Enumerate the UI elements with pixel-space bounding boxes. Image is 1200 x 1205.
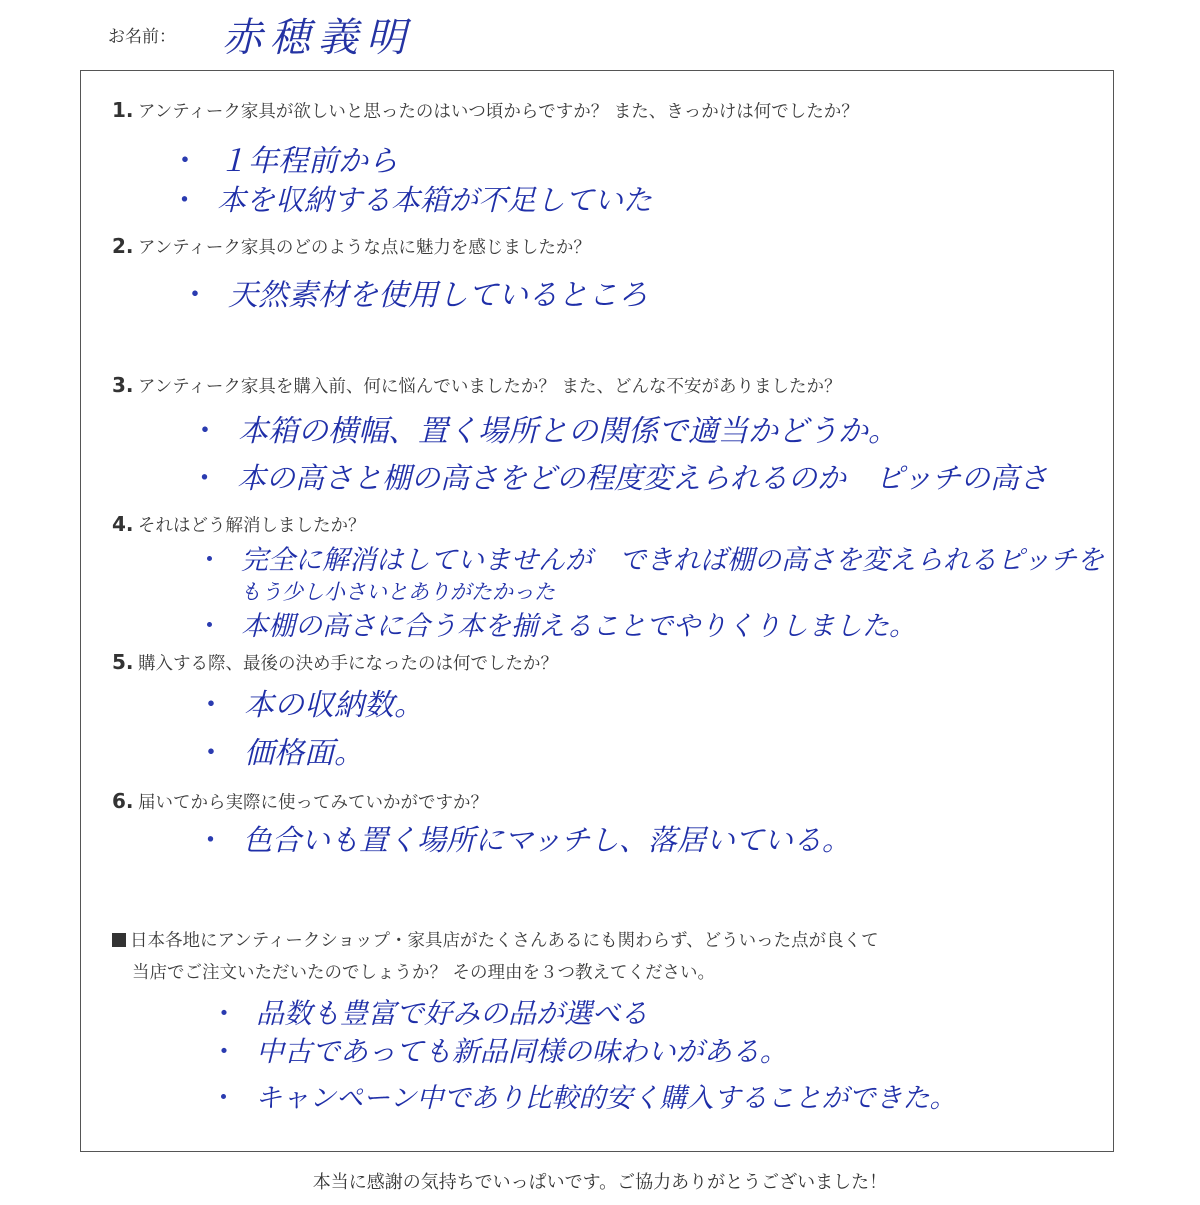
question-number: 4.	[112, 512, 134, 536]
name-label: お名前：	[108, 27, 176, 47]
answer-text: 本の高さと棚の高さをどの程度変えられるのか ピッチの高さ	[237, 461, 1048, 495]
answer-1-1: ・ １年程前から	[170, 144, 398, 179]
question-4	[112, 512, 366, 537]
answer-1-2: ・ 本を収納する本箱が不足していた	[170, 183, 653, 217]
answer-4-1: ・ 完全に解消はしていませんが できれば棚の高さを変えられるピッチを	[196, 545, 1104, 576]
final-question-line-2: 当店でご注文いただいたのでしょうか？ その理由を３つ教えてください。	[132, 963, 716, 983]
answer-4-2	[240, 576, 555, 606]
answer-text: キャンペーン中であり比較的安く購入することができた。	[255, 1083, 957, 1114]
answer-5-1: ・ 本の収納数。	[196, 688, 424, 723]
answer-3-2: ・ 本の高さと棚の高さをどの程度変えられるのか ピッチの高さ	[190, 461, 1048, 495]
answer-text: 完全に解消はしていませんが できれば棚の高さを変えられるピッチを	[241, 545, 1104, 576]
black-square-icon	[112, 933, 126, 947]
question-3	[112, 373, 841, 398]
answer-text: １年程前から	[218, 144, 398, 179]
final-answer-3: ・ キャンペーン中であり比較的安く購入することができた。	[210, 1083, 957, 1114]
answer-text: 色合いも置く場所にマッチし、落居いている。	[243, 823, 851, 857]
final-question-line-1	[112, 927, 879, 952]
question-1	[112, 98, 859, 123]
question-text: 届いてから実際に使ってみていかがですか？	[138, 793, 488, 813]
question-6	[112, 789, 488, 814]
answer-5-2: ・ 価格面。	[196, 736, 364, 771]
answer-4-3: ・ 本棚の高さに合う本を揃えることでやりくりしました。	[196, 611, 916, 642]
question-text: 購入する際、最後の決め手になったのは何でしたか？	[138, 654, 558, 674]
answer-text: もう少し小さいとありがたかった	[240, 580, 555, 604]
answer-6-1: ・ 色合いも置く場所にマッチし、落居いている。	[196, 823, 851, 857]
answer-text: 本棚の高さに合う本を揃えることでやりくりしました。	[241, 611, 916, 642]
question-number: 5.	[112, 650, 134, 674]
final-question-text: 日本各地にアンティークショップ・家具店がたくさんあるにも関わらず、どういった点が良くて	[130, 931, 879, 951]
question-number: 6.	[112, 789, 134, 813]
question-text: アンティーク家具が欲しいと思ったのはいつ頃からですか？ また、きっかけは何でしたか？	[138, 102, 859, 122]
answer-text: 天然素材を使用しているところ	[228, 278, 648, 313]
final-answer-2: ・ 中古であっても新品同様の味わいがある。	[210, 1035, 788, 1068]
answer-3-1: ・ 本箱の横幅、置く場所との関係で適当かどうか。	[190, 414, 898, 449]
answer-2-1: ・ 天然素材を使用しているところ	[180, 278, 648, 313]
answer-text: 中古であっても新品同様の味わいがある。	[256, 1035, 788, 1068]
question-number: 1.	[112, 98, 134, 122]
answer-text: 本を収納する本箱が不足していた	[217, 183, 653, 217]
final-answer-1: ・ 品数も豊富で好みの品が選べる	[210, 997, 649, 1030]
question-text: アンティーク家具を購入前、何に悩んでいましたか？ また、どんな不安がありましたか？	[138, 377, 842, 397]
name-handwritten: 赤穂義明	[222, 15, 414, 61]
question-text: それはどう解消しましたか？	[138, 516, 366, 536]
question-5	[112, 650, 558, 675]
answer-text: 本箱の横幅、置く場所との関係で適当かどうか。	[238, 414, 898, 449]
answer-text: 本の収納数。	[244, 688, 424, 723]
answer-text: 品数も豊富で好みの品が選べる	[256, 997, 649, 1030]
answer-text: 価格面。	[244, 736, 364, 771]
question-number: 3.	[112, 373, 134, 397]
question-text: アンティーク家具のどのような点に魅力を感じましたか？	[138, 238, 591, 258]
question-number: 2.	[112, 234, 134, 258]
thank-you-footer: 本当に感謝の気持ちでいっぱいです。ご協力ありがとうございました！	[312, 1172, 888, 1193]
question-2	[112, 234, 591, 259]
